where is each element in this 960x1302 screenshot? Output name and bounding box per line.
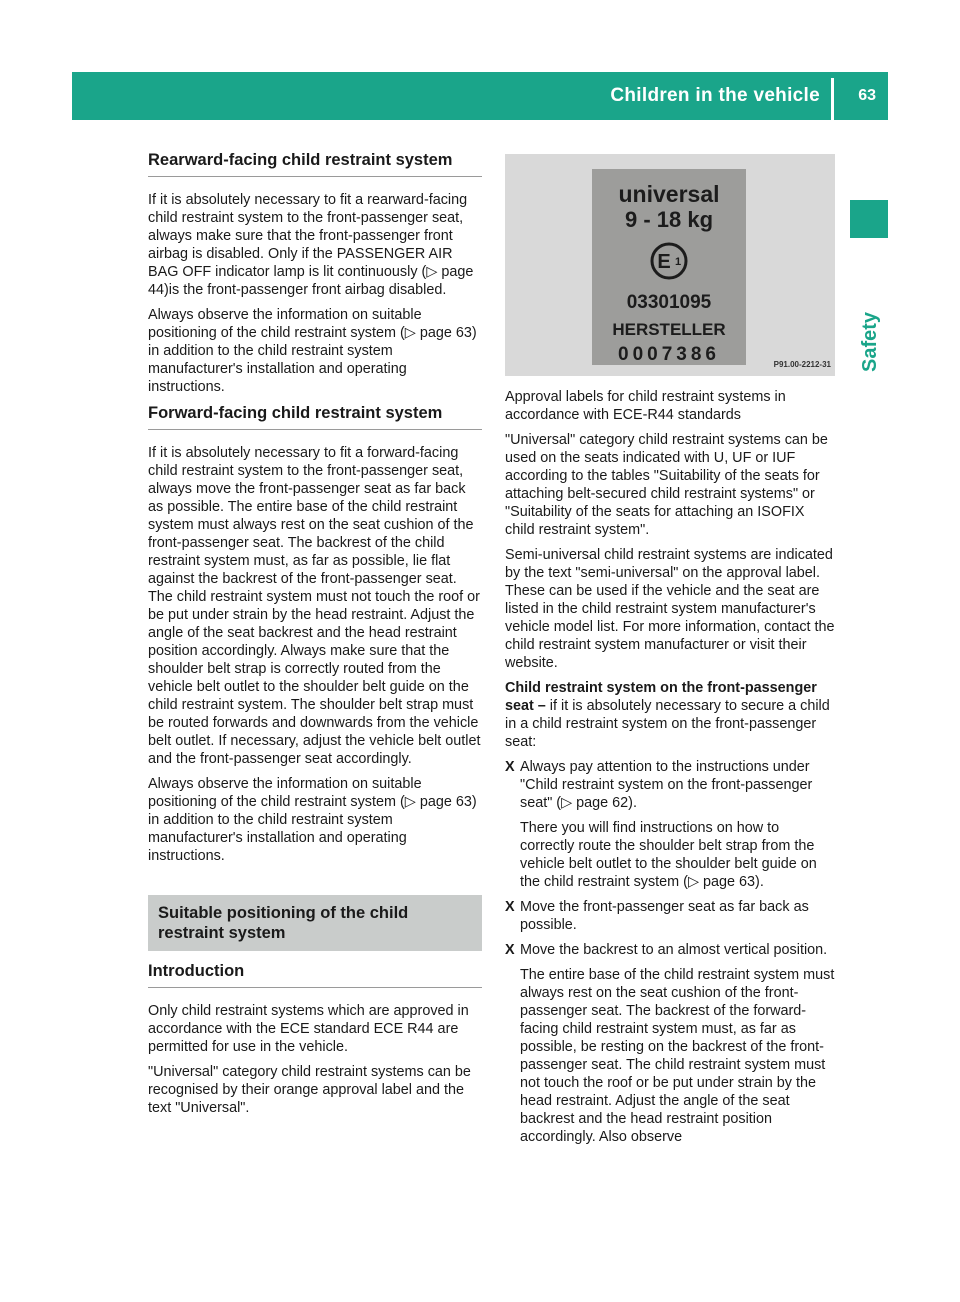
page-number: 63	[858, 87, 876, 104]
rearward-heading: Rearward-facing child restraint system	[148, 150, 482, 177]
label-serial: 0007386	[618, 344, 720, 365]
front-passenger-lead-rest: if it is absolutely necessary to secure a child in a child restraint system on the front-passenger seat:	[505, 698, 830, 750]
image-caption: Approval labels for child restraint systems in accordance with ECE-R44 standards	[505, 389, 786, 423]
approval-label-plate	[592, 169, 746, 365]
photo-reference-code: P91.00-2212-31	[773, 360, 831, 369]
step-1-note: There you will find instructions on how to correctly route the shoulder belt strap from the vehicle belt outlet to the shoulder belt guide on the child restraint system (▷ page 63).	[520, 820, 817, 890]
instruction-step-2	[505, 898, 835, 934]
step-2-text: Move the front-passenger seat as far back as possible.	[520, 899, 809, 933]
section-heading-box: Suitable positioning of the child restraint system	[148, 895, 482, 951]
semi-universal-paragraph: Semi-universal child restraint systems are indicated by the text "semi-universal" on the approval label. These can be used if the vehicle and the seat are listed in the child restraint system manufacturer's vehicle model list. For more information, contact the child restraint system manufacturer or visit their website.	[505, 547, 835, 671]
label-weight-text: 9 - 18 kg	[624, 207, 714, 232]
e-mark-number: 1	[674, 256, 682, 268]
e-mark-letter: E	[657, 251, 671, 273]
instruction-step-3	[505, 941, 835, 1146]
introduction-heading: Introduction	[148, 961, 482, 988]
chapter-title: Children in the vehicle	[610, 85, 820, 106]
forward-heading: Forward-facing child restraint system	[148, 403, 482, 430]
rearward-paragraph-1: If it is absolutely necessary to fit a rearward-facing child restraint system to the front-passenger seat, always make sure that the front-passenger front airbag is disabled. Only if the PASSENGER AIR BAG OFF indicator lamp is lit continuously (▷ page 44)is the front-passenger front airbag disabled.	[148, 192, 474, 298]
chapter-header-bar	[72, 72, 888, 120]
step-3-text: Move the backrest to an almost vertical position.	[520, 942, 828, 958]
rearward-paragraph-2: Always observe the information on suitable positioning of the child restraint system (▷ page 63) in addition to the child restraint system manufacturer's installation and operating instructions.	[148, 307, 477, 395]
left-column	[148, 150, 482, 1124]
introduction-paragraph-1: Only child restraint systems which are approved in accordance with the ECE standard ECE R44 are permitted for use in the vehicle.	[148, 1003, 469, 1055]
instruction-step-1	[505, 758, 835, 891]
step-arrow-icon: X	[505, 942, 515, 958]
approval-label-photo	[505, 154, 835, 376]
side-tab-label: Safety	[859, 311, 881, 373]
step-arrow-icon: X	[505, 759, 515, 775]
right-column	[505, 154, 835, 1153]
label-category-text: universal	[618, 181, 720, 207]
step-3-note: The entire base of the child restraint system must always rest on the seat cushion of the front-passenger seat. The backrest of the forward-facing child restraint system must, as far as possible, be resting on the backrest of the front-passenger seat. The child restraint system must not touch the roof or be put under strain by the head restraint. Adjust the angle of the seat backrest and the head restraint position accordingly. Also observe	[520, 967, 835, 1145]
label-maker: HERSTELLER	[612, 320, 726, 339]
label-approval-number: 03301095	[626, 292, 712, 313]
step-arrow-icon: X	[505, 899, 515, 915]
header-divider	[831, 78, 834, 120]
front-passenger-lead	[505, 679, 835, 751]
e-mark-icon	[649, 241, 689, 281]
forward-paragraph-2: Always observe the information on suitable positioning of the child restraint system (▷ page 63) in addition to the child restraint system manufacturer's installation and operating instructions.	[148, 776, 477, 864]
front-passenger-lead-bold: Child restraint system on the front-passenger seat –	[505, 680, 817, 714]
side-tab-marker	[850, 200, 888, 238]
step-1-text: Always pay attention to the instructions under "Child restraint system on the front-passenger seat" (▷ page 62).	[520, 759, 813, 811]
introduction-paragraph-2: "Universal" category child restraint systems can be recognised by their orange approval label and the text "Universal".	[148, 1064, 471, 1116]
forward-paragraph-1: If it is absolutely necessary to fit a forward-facing child restraint system to the front-passenger seat, always move the front-passenger seat as far back as possible. The entire base of the child restraint system must always rest on the seat cushion of the front-passenger seat. The backrest of the child restraint system must, as far as possible, lie flat against the backrest of the front-passenger seat. The child restraint system must not touch the roof or be put under strain by the head restraint. Adjust the angle of the seat backrest and the head restraint position accordingly. Always make sure that the shoulder belt strap is correctly routed from the vehicle belt outlet to the shoulder belt guide on the child restraint system. The shoulder belt strap must be routed forwards and downwards from the vehicle belt outlet. If necessary, adjust the vehicle belt outlet and the front-passenger seat accordingly.	[148, 445, 481, 767]
universal-paragraph: "Universal" category child restraint systems can be used on the seats indicated with U, UF or IUF according to the tables "Suitability of the seats for attaching belt-secured child restraint systems" or "Suitability of the seats for attaching an ISOFIX child restraint system".	[505, 432, 828, 538]
